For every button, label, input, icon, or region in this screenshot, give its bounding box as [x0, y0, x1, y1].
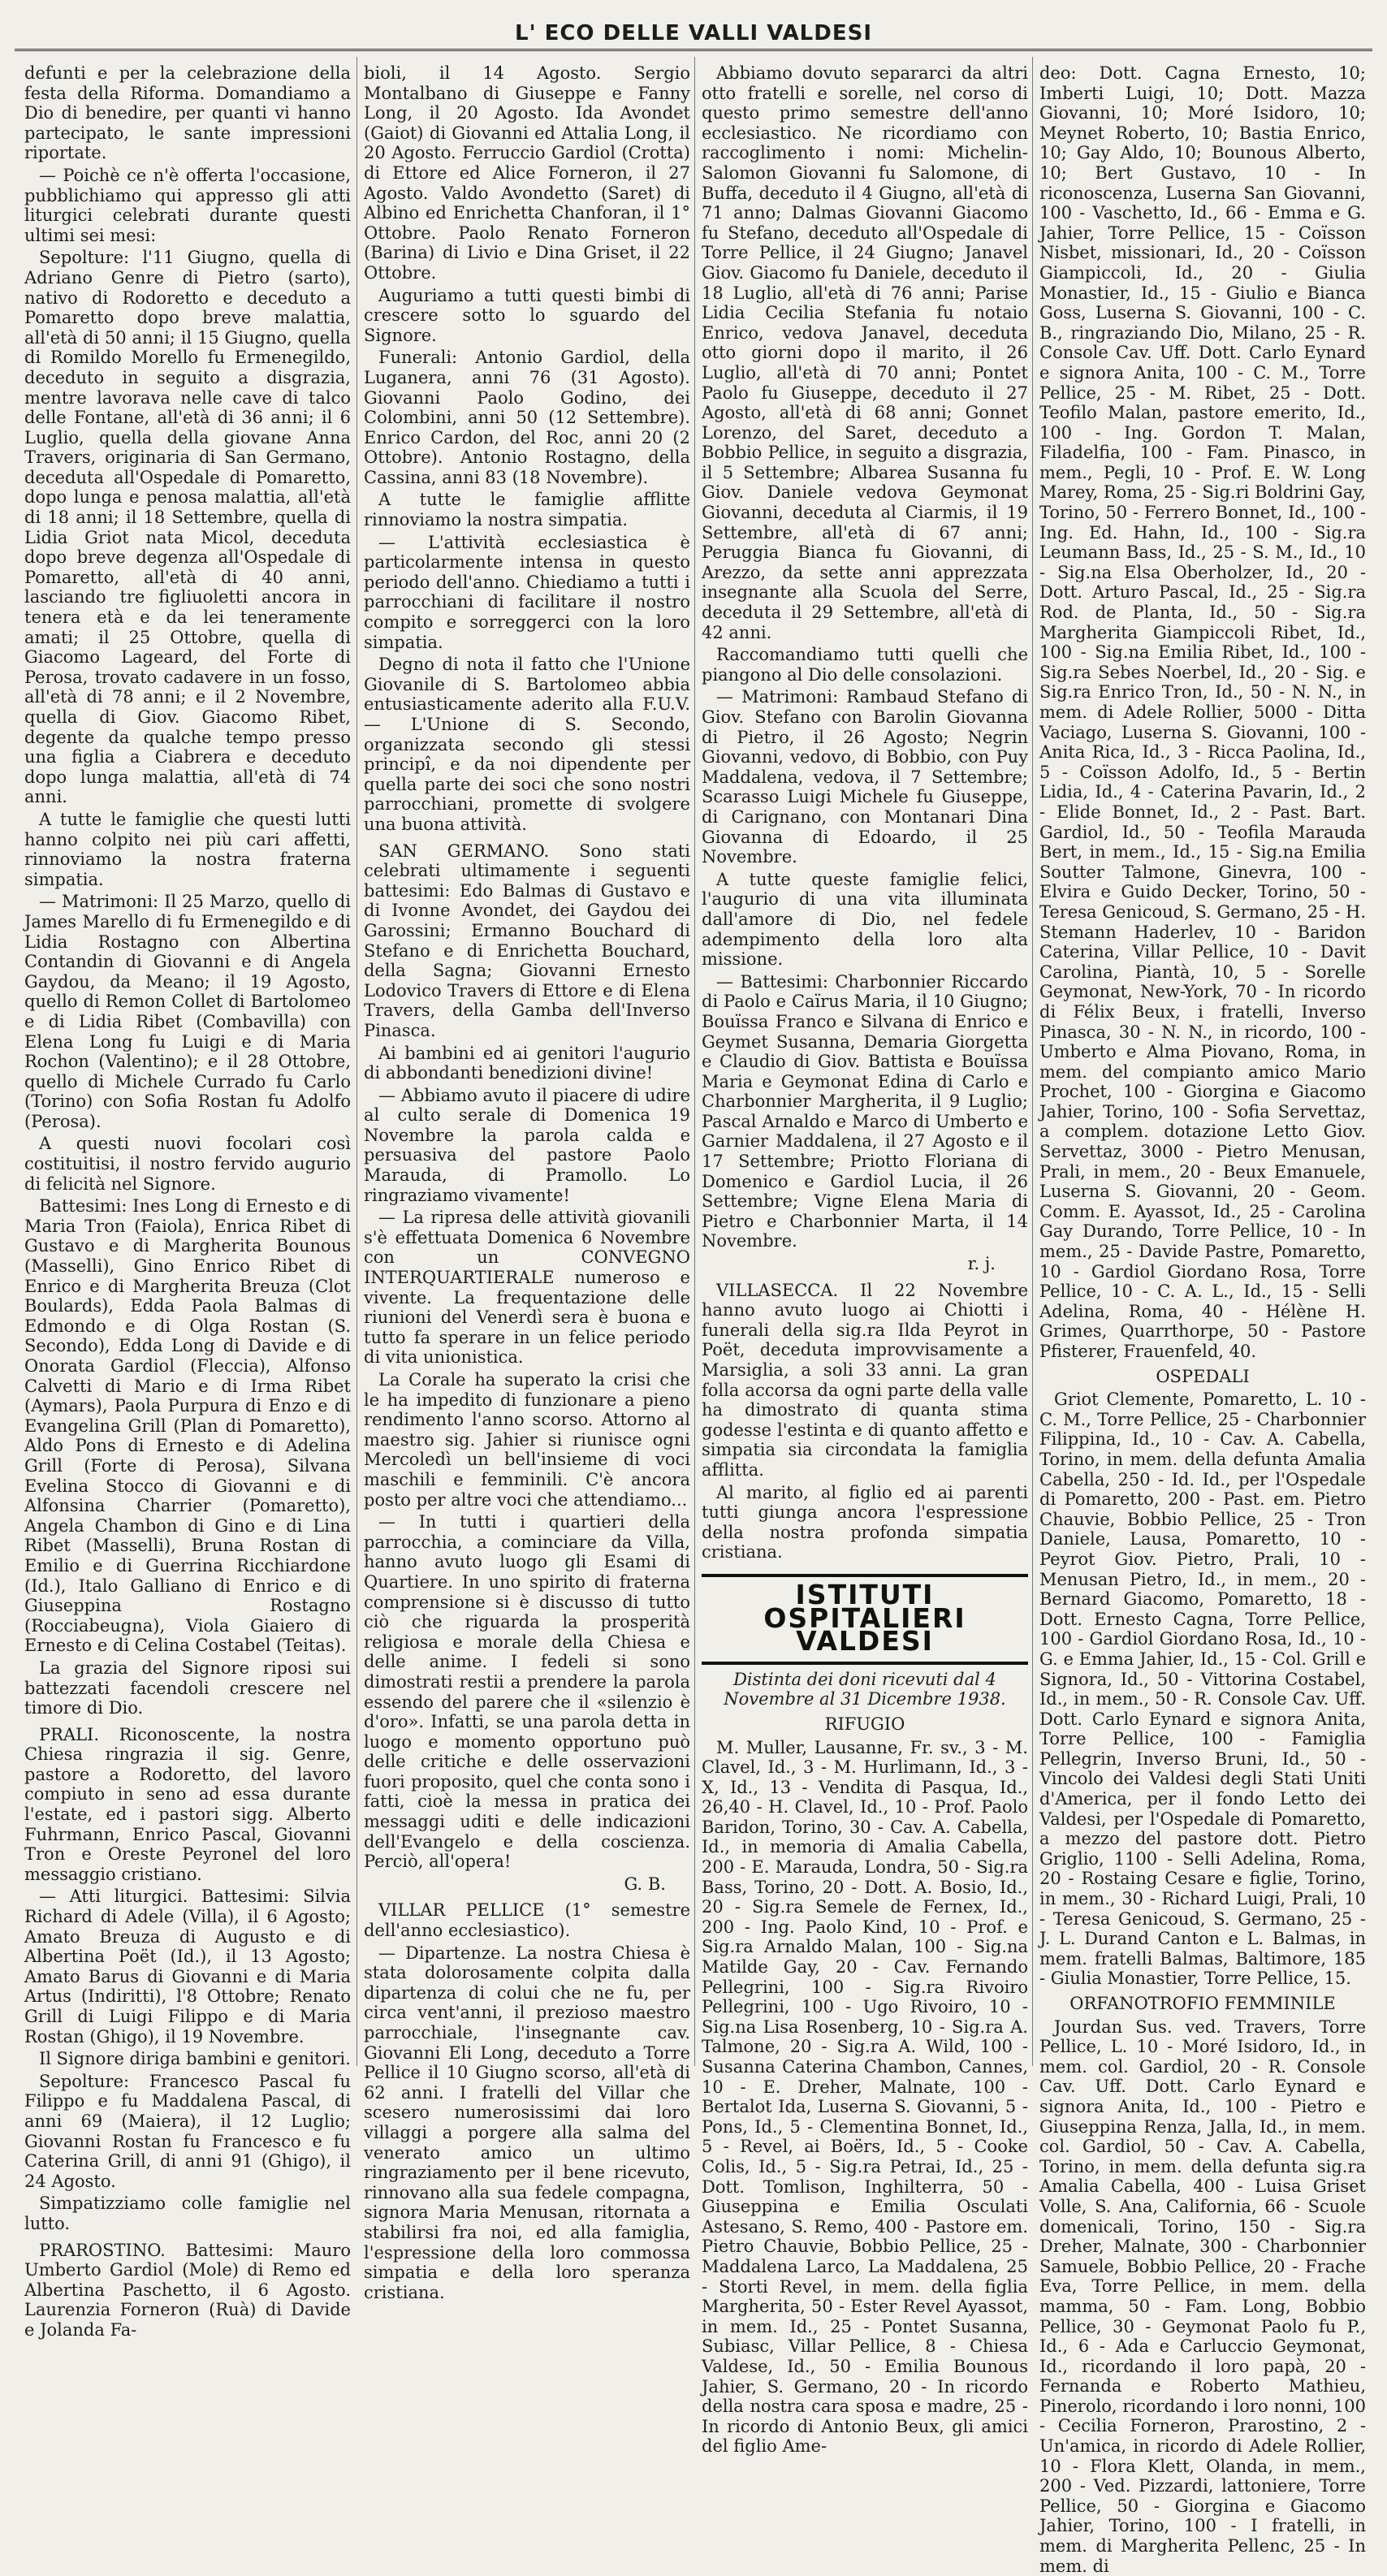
signature: r. j. — [967, 1254, 996, 1274]
section-heading: OSPEDALI — [1156, 1366, 1250, 1386]
paragraph: La grazia del Signore riposi sui battezzati facendoli crescere nel timore di Dio. — [24, 1658, 351, 1718]
column-3 — [702, 63, 1028, 2457]
paragraph: — Battesimi: Charbonnier Riccardo di Paolo e Caïrus Maria, il 10 Giugno; Bouïssa Franco e Silvana di Enrico e Geymet Susanna, Demaria Giorgetta e Claudio di Giov. Battista e Bouïssa Maria e Geymonat Edina di Carlo e Charbonnier Margherita, il 9 Luglio; Pascal Arnaldo e Marco di Umberto e Garnier Maddalena, il 27 Agosto e il 17 Settembre; Priotto Floriana di Domenico e Gardiol Lucia, il 26 Settembre; Vigne Elena Maria di Pietro e Charbonnier Marta, il 14 Novembre. — [702, 971, 1028, 1251]
section-banner — [702, 1574, 1028, 1665]
paragraph: M. Muller, Lausanne, Fr. sv., 3 - M. Clavel, Id., 3 - M. Hurlimann, Id., 3 - X, Id., 13 - Vendita di Pasqua, Id., 26,40 - H. Clavel, Id., 10 - Prof. Paolo Baridon, Torino, 30 - Cav. A. Cabella, Id., in memoria di Amalia Cabella, 200 - E. Marauda, Londra, 50 - Sig.ra Bass, Torino, 20 - Dott. A. Bosio, Id., 20 - Sig.ra Semele de Fernex, Id., 200 - Ing. Paolo Kind, 10 - Prof. e Sig.ra Arnaldo Malan, 100 - Sig.na Matilde Gay, 20 - Cav. Fernando Pellegrini, 100 - Sig.ra Rivoiro Pellegrini, 100 - Ugo Rivoiro, 10 - Sig.na Lisa Rosenberg, 10 - Sig.ra A. Talmone, 20 - Sig.ra A. Wild, 100 - Susanna Caterina Chambon, Cannes, 10 - E. Dreher, Malnate, 100 - Bertalot Ida, Luserna S. Giovanni, 5 - Pons, Id., 5 - Clementina Bonnet, Id., 5 - Revel, ai Boërs, Id., 5 - Cooke Colis, Id., 5 - Sig.ra Petrai, Id., 25 - Dott. Tomlison, Inghilterra, 50 - Giuseppina e Emilia Osculati Astesano, S. Remo, 400 - Pastore em. Pietro Chauvie, Bobbio Pellice, 25 - Maddalena Larco, La Maddalena, 25 - Storti Revel, in mem. della figlia Margherita, 50 - Ester Revel Ayassot, in mem. Id., 25 - Pontet Susanna, Subiasc, Villar Pellice, 8 - Chiesa Valdese, Id., 50 - Emilia Bounous Jahier, S. Germano, 20 - In ricordo della nostra cara sposa e madre, 25 - In ricordo di Antonio Beux, gli amici del figlio Ame- — [702, 1737, 1028, 2457]
paragraph: Battesimi: Ines Long di Ernesto e di Maria Tron (Faiola), Enrica Ribet di Gustavo e di Margherita Bounous (Masselli), Gino Enrico Ribet di Enrico e di Margherita Breuza (Clot Boulards), Edda Paola Balmas di Edmondo e di Olga Rostan (S. Secondo), Edda Long di Davide e di Onorata Gardiol (Fleccia), Alfonso Calvetti di Mario e di Irma Ribet (Aymars), Paola Purpura di Enzo e di Evangelina Grill (Plan di Pomaretto), Aldo Pons di Ernesto e di Adelina Grill (Forte di Perosa), Silvana Evelina Stocco di Giovanni e di Alfonsina Charrier (Pomaretto), Angela Chambon di Gino e di Lina Ribet (Masselli), Bruna Rostan di Emilio e di Guerrina Ricchiardone (Id.), Italo Galliano di Enrico e di Giuseppina Rostagno (Rocciabeugna), Viola Giaiero di Ernesto e di Celina Costabel (Teitas). — [24, 1196, 351, 1656]
column-2 — [364, 63, 690, 2302]
paragraph: A tutte le famiglie afflitte rinnoviamo la nostra simpatia. — [364, 490, 690, 530]
paragraph: defunti e per la celebrazione della festa della Riforma. Domandiamo a Dio di benedire, per quanti vi hanno partecipato, le sante impressioni riportate. — [24, 63, 351, 163]
paragraph: Raccomandiamo tutti quelli che piangono al Dio delle consolazioni. — [702, 645, 1028, 685]
column-1 — [24, 63, 351, 2340]
signature: G. B. — [624, 1874, 666, 1894]
paragraph: A questi nuovi focolari così costituitisi, il nostro fervido augurio di felicità nel Signore. — [24, 1134, 351, 1194]
column-divider — [356, 57, 357, 2066]
paragraph: Ai bambini ed ai genitori l'augurio di abbondanti benedizioni divine! — [364, 1043, 690, 1083]
paragraph: La Corale ha superato la crisi che le ha impedito di funzionare a pieno rendimento l'anno scorso. Attorno al maestro sig. Jahier si riunisce ogni Mercoledì un bell'insieme di voci maschili e femminili. C'è ancora posto per altre voci che attendiamo... — [364, 1370, 690, 1510]
paragraph: Sepolture: l'11 Giugno, quella di Adriano Genre di Pietro (sarto), nativo di Rodoretto e deceduto a Pomaretto dopo breve malattia, all'età di 50 anni; il 15 Giugno, quella di Romildo Morello fu Ermenegildo, deceduto in seguito a disgrazia, mentre lavorava nelle cave di talco delle Fontane, all'età di 36 anni; il 6 Luglio, quella della giovane Anna Travers, originaria di San Germano, deceduta all'Ospedale di Pomaretto, dopo lunga e penosa malattia, all'età di 18 anni; il 18 Settembre, quella di Lidia Griot nata Micol, deceduta dopo breve degenza all'Ospedale di Pomaretto, all'età di 40 anni, lasciando tre figliuoletti ancora in tenera età e da lei teneramente amati; il 25 Ottobre, quella di Giacomo Lageard, del Forte di Perosa, trovato cadavere in un fosso, all'età di 78 anni; e il 2 Novembre, quella di Giov. Giacomo Ribet, degente da qualche tempo presso una figlia a Ciabrera e deceduto dopo lunga malattia, all'età di 74 anni. — [24, 248, 351, 807]
column-divider — [694, 57, 695, 2066]
paragraph: PRALI. Riconoscente, la nostra Chiesa ringrazia il sig. Genre, pastore a Rodoretto, del lavoro compiuto in seno ad essa durante l'estate, ed i pastori sigg. Alberto Fuhrmann, Enrico Pascal, Giovanni Tron e Oreste Peyronel del loro messaggio cristiano. — [24, 1724, 351, 1884]
paragraph: — Atti liturgici. Battesimi: Silvia Richard di Adele (Villa), il 6 Agosto; Amato Breuza di Augusto e di Albertina Poët (Id.), il 13 Agosto; Amato Barus di Giovanni e di Maria Artus (Indiritti), l'8 Ottobre; Renato Grill di Luigi Filippo e di Maria Rostan (Ghigo), il 19 Novembre. — [24, 1887, 351, 2047]
paragraph: — Abbiamo avuto il piacere di udire al culto serale di Domenica 19 Novembre la parola calda e persuasiva del pastore Paolo Marauda, di Pramollo. Lo ringraziamo vivamente! — [364, 1085, 690, 1205]
section-heading: ORFANOTROFIO FEMMINILE — [1069, 1994, 1336, 2013]
paragraph: bioli, il 14 Agosto. Sergio Montalbano di Giuseppe e Fanny Long, il 20 Agosto. Ida Avondet (Gaiot) di Giovanni ed Attalia Long, il 20 Agosto. Ferruccio Gardiol (Crotta) di Ettore ed Alice Forneron, il 27 Agosto. Valdo Avondetto (Saret) di Albino ed Enrichetta Chanforan, il 1° Ottobre. Paolo Renato Forneron (Barina) di Livio e Dina Griset, il 22 Ottobre. — [364, 63, 690, 283]
paragraph: SAN GERMANO. Sono stati celebrati ultimamente i seguenti battesimi: Edo Balmas di Gustavo e di Ivonne Avondet, dei Gaydou dei Garossini; Ermanno Bouchard di Stefano e di Enrichetta Bouchard, della Sagna; Giovanni Ernesto Lodovico Travers di Ettore e di Elena Travers, della Gamba dell'Inverso Pinasca. — [364, 841, 690, 1040]
paragraph: Simpatizziamo colle famiglie nel lutto. — [24, 2193, 351, 2233]
paragraph: Funerali: Antonio Gardiol, della Luganera, anni 76 (31 Agosto). Giovanni Paolo Godino, dei Colombini, anni 50 (12 Settembre). Enrico Cardon, del Roc, anni 20 (2 Ottobre). Antonio Rostagno, della Cassina, anni 83 (18 Novembre). — [364, 348, 690, 487]
page-title: L' ECO DELLE VALLI VALDESI — [515, 21, 872, 45]
paragraph: A tutte le famiglie che questi lutti hanno colpito nei più cari affetti, rinnoviamo la nostra fraterna simpatia. — [24, 809, 351, 889]
paragraph: — Matrimoni: Rambaud Stefano di Giov. Stefano con Barolin Giovanna di Pietro, il 26 Agosto; Negrin Giovanni, vedovo, di Bobbio, con Puy Maddalena, vedova, il 7 Settembre; Scarasso Luigi Michele fu Giuseppe, di Carignano, con Montanari Dina Giovanna di Edoardo, il 25 Novembre. — [702, 687, 1028, 867]
paragraph: — Poichè ce n'è offerta l'occasione, pubblichiamo qui appresso gli atti liturgici celebrati durante questi ultimi sei mesi: — [24, 165, 351, 245]
paragraph: PRAROSTINO. Battesimi: Mauro Umberto Gardiol (Mole) di Remo ed Albertina Paschetto, il 6 Agosto. Laurenzia Forneron (Ruà) di Davide e Jolanda Fa- — [24, 2240, 351, 2340]
paragraph: — Matrimoni: Il 25 Marzo, quello di James Marello di fu Ermenegildo e di Lidia Rostagno con Albertina Contandin di Giovanni e di Angela Gaydou, da Meano; il 19 Agosto, quello di Remon Collet di Bartolomeo e di Lidia Ribet (Combavilla) con Elena Long fu Luigi e di Maria Rochon (Valentino); e il 28 Ottobre, quello di Michele Currado fu Carlo (Torino) con Sofia Rostan fu Adolfo (Perosa). — [24, 892, 351, 1131]
paragraph: deo: Dott. Cagna Ernesto, 10; Imberti Luigi, 10; Dott. Mazza Giovanni, 10; Moré Isidoro, 10; Meynet Roberto, 10; Bastia Enrico, 10; Gay Aldo, 10; Bounous Alberto, 10; Bert Gustavo, 10 - In riconoscenza, Luserna San Giovanni, 100 - Vaschetto, Id., 66 - Emma e G. Jahier, Torre Pellice, 15 - Coïsson Nisbet, missionari, Id., 20 - Coïsson Giampiccoli, Id., 20 - Giulia Monastier, Id., 15 - Giulio e Bianca Goss, Luserna S. Giovanni, 100 - C. B., ringraziando Dio, Milano, 25 - R. Console Cav. Uff. Dott. Carlo Eynard e signora Anita, 100 - C. M., Torre Pellice, 25 - M. Ribet, 25 - Dott. Teofilo Malan, pastore emerito, Id., 100 - Ing. Gordon T. Malan, Filadelfia, 100 - Fam. Pinasco, in mem., Pegli, 10 - Prof. E. W. Long Marey, Roma, 25 - Sig.ri Boldrini Gay, Torino, 50 - Ferrero Bonnet, Id., 100 - Ing. Ed. Hahn, Id., 100 - Sig.ra Leumann Bass, Id., 25 - S. M., Id., 10 - Sig.na Elsa Oberholzer, Id., 20 - Dott. Arturo Pascal, Id., 25 - Sig.ra Rod. de Planta, Id., 50 - Sig.ra Margherita Giampiccoli Ribet, Id., 100 - Sig.na Emilia Ribet, Id., 100 - Sig.ra Sebes Noerbel, Id., 20 - Sig. e Sig.ra Enrico Tron, Id., 50 - N. N., in mem. di Adele Rollier, 5000 - Ditta Vaciago, Luserna S. Giovanni, 100 - Anita Rica, Id., 3 - Ricca Paolina, Id., 5 - Coïsson Adolfo, Id., 5 - Bertin Lidia, Id., 4 - Caterina Pavarin, Id., 2 - Elide Bonnet, Id., 2 - Past. Bart. Gardiol, Id., 50 - Teofila Marauda Bert, in mem., Id., 15 - Sig.na Emilia Soutter Talmone, Ginevra, 100 - Elvira e Guido Decker, Torino, 50 - Teresa Genicoud, S. Germano, 25 - H. Stemann Haderlev, 10 - Baridon Caterina, Villar Pellice, 10 - Davit Carolina, Piantà, 10, 5 - Sorelle Geymonat, New-York, 70 - In ricordo di Félix Beux, i fratelli, Inverso Pinasca, 30 - N. N., in ricordo, 100 - Umberto e Alma Piovano, Roma, in mem. del compianto amico Mario Prochet, 100 - Giorgina e Giacomo Jahier, Torino, 100 - Sofia Servettaz, a complem. dotazione Letto Giov. Servettaz, 3000 - Pietro Menusan, Prali, in mem., 20 - Beux Emanuele, Luserna S. Giovanni, 20 - Geom. Comm. E. Ayassot, Id., 25 - Carolina Gay Durando, Torre Pellice, 10 - In mem., 25 - Davide Pastre, Pomaretto, 10 - Gardiol Giordano Rosa, Torre Pellice, 10 - C. A. L., Id., 15 - Selli Adelina, Roma, 40 - Hélène H. Grimes, Quarrthorpe, 50 - Pastore Pfisterer, Frauenfeld, 40. — [1039, 63, 1366, 1361]
column-divider — [1032, 57, 1033, 2066]
paragraph: VILLAR PELLICE (1° semestre dell'anno ecclesiastico). — [364, 1900, 690, 1941]
paragraph: VILLASECCA. Il 22 Novembre hanno avuto luogo ai Chiotti i funerali della sig.ra Ilda Peyrot in Poët, deceduta improvvisamente a Marsiglia, a soli 33 anni. La gran folla accorsa da ogni parte della valle ha dimostrato di quanta stima godesse l'estinta e di quanto affetto e simpatia sia circondata la famiglia afflitta. — [702, 1280, 1028, 1480]
paragraph: — La ripresa delle attività giovanili s'è effettuata Domenica 6 Novembre con un CONVEGNO INTERQUARTIERALE numeroso e vivente. La frequentazione delle riunioni del Venerdì sera è buona e tutto fa sperare in un felice periodo di vita unionistica. — [364, 1208, 690, 1368]
paragraph: — In tutti i quartieri della parrocchia, a cominciare da Villa, hanno avuto luogo gli Esami di Quartiere. In uno spirito di fraterna comprensione si è discusso di tutto ciò che riguarda la prosperità religiosa e morale della Chiesa e delle anime. I fedeli si sono dimostrati restii a prendere la parola essendo del parere che il «silenzio è d'oro». Infatti, se una parola detta in luogo e momento opportuno può delle critiche e delle osservazioni fuori proposito, quel che conta sono i fatti, cioè la messa in pratica dei messaggi uditi e delle indicazioni dell'Evangelo e della coscienza. Perciò, all'opera! — [364, 1512, 690, 1872]
column-4 — [1039, 63, 1366, 2576]
paragraph: Jourdan Sus. ved. Travers, Torre Pellice, L. 10 - Moré Isidoro, Id., in mem. col. Gardiol, 20 - R. Console Cav. Uff. Dott. Carlo Eynard e signora Anita, Id., 100 - Pietro e Giuseppina Renza, Jalla, Id., in mem. col. Gardiol, 50 - Cav. A. Cabella, Torino, in mem. della defunta sig.ra Amalia Cabella, 400 - Luisa Griset Volle, S. Ana, California, 66 - Scuole domenicali, Torino, 150 - Sig.ra Dreher, Malnate, 300 - Charbonnier Samuele, Bobbio Pellice, 20 - Frache Eva, Torre Pellice, in mem. della mamma, 50 - Fam. Long, Bobbio Pellice, 30 - Geymonat Paolo fu P., Id., 6 - Ada e Carluccio Geymonat, Id., ricordando il loro papà, 20 - Fernanda e Roberto Mathieu, Pinerolo, ricordando i loro nonni, 100 - Cecilia Forneron, Prarostino, 2 - Un'amica, in ricordo di Adele Rollier, 10 - Flora Klett, Olanda, in mem., 200 - Ved. Pizzardi, lattoniere, Torre Pellice, 50 - Giorgina e Giacomo Jahier, Torino, 100 - I fratelli, in mem. di Margherita Pellenc, 25 - In mem. di — [1039, 2016, 1366, 2576]
paragraph: Il Signore diriga bambini e genitori. — [39, 2049, 351, 2069]
paragraph: — Dipartenze. La nostra Chiesa è stata dolorosamente colpita dalla dipartenza di colui che ne fu, per circa vent'anni, il prezioso maestro parrocchiale, l'insegnante cav. Giovanni Eli Long, deceduto a Torre Pellice il 10 Giugno scorso, all'età di 62 anni. I fratelli del Villar che scesero numerosissimi dai loro villaggi a porgere alla salma del venerato amico un ultimo ringraziamento per il bene ricevuto, rinnovano alla sua fedele compagna, signora Maria Menusan, ritornata a stabilirsi fra noi, ed alla famiglia, l'espressione della loro commossa simpatia e della loro speranza cristiana. — [364, 1943, 690, 2302]
paragraph: Al marito, al figlio ed ai parenti tutti giunga ancora l'espressione della nostra profonda simpatia cristiana. — [702, 1482, 1028, 1562]
paragraph: Abbiamo dovuto separarci da altri otto fratelli e sorelle, nel corso di questo primo semestre dell'anno ecclesiastico. Ne ricordiamo con raccoglimento i nomi: Michelin-Salomon Giovanni fu Salomone, di Buffa, deceduto il 4 Giugno, all'età di 71 anno; Dalmas Giovanni Giacomo fu Stefano, deceduto all'Ospedale di Torre Pellice, il 24 Giugno; Janavel Giov. Giacomo fu Daniele, deceduto il 18 Luglio, all'età di 76 anni; Parise Lidia Cecilia Stefania fu notaio Enrico, vedova Janavel, deceduta otto giorni dopo il marito, il 26 Luglio, all'età di 70 anni; Pontet Paolo fu Giuseppe, deceduto il 27 Agosto, all'età di 68 anni; Gonnet Lorenzo, del Saret, deceduto a Bobbio Pellice, in seguito a disgrazia, il 5 Settembre; Albarea Susanna fu Giov. Daniele vedova Geymonat Giovanni, deceduta al Ciarmis, il 19 Settembre, all'età di 67 anni; Peruggia Bianca fu Giovanni, di Arezzo, da sette anni apprezzata insegnante alla Scuola del Serre, deceduta il 29 Settembre, all'età di 42 anni. — [702, 63, 1028, 642]
paragraph: Sepolture: Francesco Pascal fu Filippo e fu Maddalena Pascal, di anni 69 (Maiera), il 12 Luglio; Giovanni Rostan fu Francesco e fu Caterina Grill, di anni 91 (Ghigo), il 24 Agosto. — [24, 2071, 351, 2191]
section-subtitle: Distinta dei doni ricevuti dal 4 Novembre al 31 Dicembre 1938. — [724, 1669, 1006, 1709]
paragraph: — L'attività ecclesiastica è particolarmente intensa in questo periodo dell'anno. Chiediamo a tutti i parrocchiani di facilitare il nostro compito e sorreggerci con la loro simpatia. — [364, 532, 690, 652]
paragraph: Degno di nota il fatto che l'Unione Giovanile di S. Bartolomeo abbia entusiasticamente aderito alla F.U.V. — L'Unione di S. Secondo, organizzata secondo gli stessi principî, e da noi dipendente per quella parte dei soci che sono nostri parrocchiani, promette di svolgere una buona attività. — [364, 655, 690, 834]
paragraph: Griot Clemente, Pomaretto, L. 10 - C. M., Torre Pellice, 25 - Charbonnier Filippina, Id., 10 - Cav. A. Cabella, Torino, in mem. della defunta Amalia Cabella, 250 - Id. Id., per l'Ospedale di Pomaretto, 200 - Past. em. Pietro Chauvie, Bobbio Pellice, 25 - Tron Daniele, Lausa, Pomaretto, 10 - Peyrot Giov. Pietro, Prali, 10 - Menusan Pietro, Id., in mem., 20 - Bernard Giacomo, Pomaretto, 18 - Dott. Ernesto Cagna, Torre Pellice, 100 - Gardiol Giordano Rosa, Id., 10 - G. e Emma Jahier, Id., 15 - Col. Grill e Signora, Id., 50 - Vittorina Costabel, Id., in mem., 50 - R. Console Cav. Uff. Dott. Carlo Eynard e signora Anita, Torre Pellice, 100 - Famiglia Pellegrin, Inverso Bruni, Id., 50 - Vincolo dei Valdesi degli Stati Uniti d'America, per il fondo Letto dei Valdesi, per l'Ospedale di Pomaretto, a mezzo del pastore dott. Pietro Griglio, 1100 - Selli Adelina, Roma, 20 - Rostaing Cesare e figlie, Torino, in mem., 30 - Richard Luigi, Prali, 10 - Teresa Genicoud, S. Germano, 25 - J. L. Durand Canton e L. Balmas, in mem. fratelli Balmas, Baltimore, 185 - Giulia Monastier, Torre Pellice, 15. — [1039, 1390, 1366, 1989]
paragraph: A tutte queste famiglie felici, l'augurio di una vita illuminata dall'amore di Dio, nel fedele adempimento della loro alta missione. — [702, 869, 1028, 970]
section-heading: RIFUGIO — [824, 1714, 905, 1734]
masthead — [15, 16, 1372, 51]
banner-title: ISTITUTI OSPITALIERI VALDESI — [763, 1578, 966, 1658]
paragraph: Auguriamo a tutti questi bimbi di crescere sotto lo sguardo del Signore. — [364, 285, 690, 345]
